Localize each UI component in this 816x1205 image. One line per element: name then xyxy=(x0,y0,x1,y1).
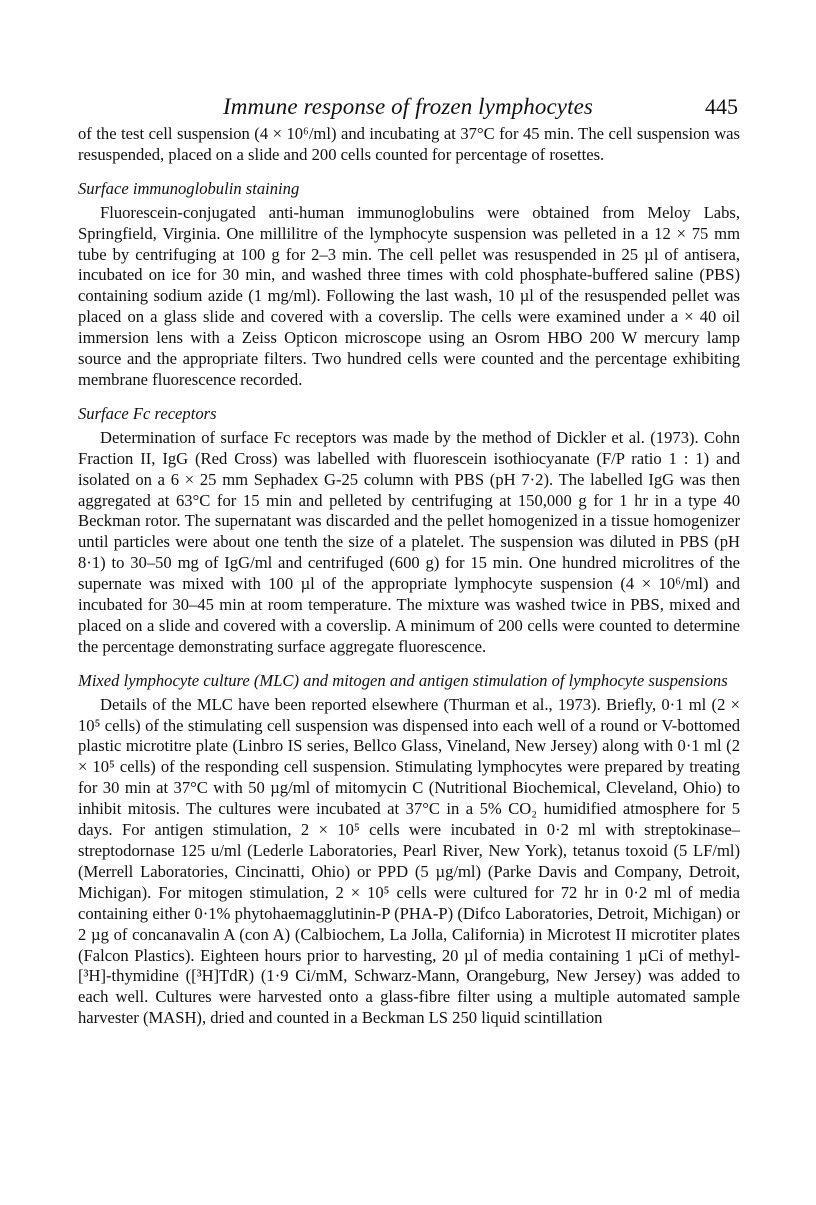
article-body xyxy=(78,124,740,1029)
running-title: Immune response of frozen lymphocytes xyxy=(223,94,593,119)
section-heading-mlc: Mixed lymphocyte culture (MLC) and mitogen and antigen stimulation of lymphocyte suspensions xyxy=(78,670,728,690)
section-heading-fc-receptors: Surface Fc receptors xyxy=(78,403,217,423)
paragraph-surface-immunoglobulin: Fluorescein-conjugated anti-human immunoglobulins were obtained from Meloy Labs, Springfield, Virginia. One millilitre of the lymphocyte suspension was pelleted in a 12 × 75 mm tube by centrifuging at 100 g for 2–3 min. The cell pellet was resuspended in 25 µl of antisera, incubated on ice for 30 min, and washed three times with cold phosphate-buffered saline (PBS) containing sodium azide (1 mg/ml). Following the last wash, 10 µl of the resuspended pellet was placed on a glass slide and covered with a coverslip. The cells were examined under a × 40 oil immersion lens with a Zeiss Opticon microscope using an Osrom HBO 200 W mercury lamp source and the appropriate filters. Two hundred cells were counted and the percentage exhibiting membrane fluorescence recorded. xyxy=(78,202,740,389)
page-number: 445 xyxy=(705,94,738,119)
section-heading-surface-immunoglobulin: Surface immunoglobulin staining xyxy=(78,178,300,198)
paragraph-mlc: Details of the MLC have been reported elsewhere (Thurman et al., 1973). Briefly, 0·1 ml (2 × 10⁵ cells) of the stimulating cell suspension was dispensed into each well of a round or V-bottomed plastic microtitre plate (Linbro IS series, Bellco Glass, Vineland, New Jersey) along with 0·1 ml (2 × 10⁵ cells) of the responding cell suspension. Stimulating lymphocytes were prepared by treating for 30 min at 37°C with 50 µg/ml of mitomycin C (Nutritional Biochemical, Cleveland, Ohio) to inhibit mitosis. The cultures were incubated at 37°C in a 5% CO₂ humidified atmosphere for 5 days. For antigen stimulation, 2 × 10⁵ cells were incubated in 0·2 ml with streptokinase–streptodornase 125 u/ml (Lederle Laboratories, Pearl River, New York), tetanus toxoid (5 LF/ml) (Merrell Laboratories, Cincinatti, Ohio) or PPD (5 µg/ml) (Parke Davis and Company, Detroit, Michigan). For mitogen stimulation, 2 × 10⁵ cells were cultured for 72 hr in 0·2 ml of media containing either 0·1% phytohaemagglutinin-P (PHA-P) (Difco Laboratories, Detroit, Michigan) or 2 µg of concanavalin A (con A) (Calbiochem, La Jolla, California) in Microtest II microtiter plates (Falcon Plastics). Eighteen hours prior to harvesting, 20 µl of media containing 1 µCi of methyl-[³H]-thymidine ([³H]TdR) (1·9 Ci/mM, Schwarz-Mann, Orangeburg, New Jersey) was added to each well. Cultures were harvested onto a glass-fibre filter using a multiple automated sample harvester (MASH), dried and counted in a Beckman LS 250 liquid scintillation xyxy=(78,694,740,1028)
paragraph-rosette-continuation: of the test cell suspension (4 × 10⁶/ml) and incubating at 37°C for 45 min. The cell suspension was resuspended, placed on a slide and 200 cells counted for percentage of rosettes. xyxy=(78,124,740,164)
page-header xyxy=(78,90,738,124)
paragraph-fc-receptors: Determination of surface Fc receptors was made by the method of Dickler et al. (1973). Cohn Fraction II, IgG (Red Cross) was labelled with fluorescein isothiocyanate (F/P ratio 1 : 1) and isolated on a 6 × 25 mm Sephadex G-25 column with PBS (pH 7·2). The labelled IgG was then aggregated at 63°C for 15 min and pelleted by centrifuging at 150,000 g for 1 hr in a type 40 Beckman rotor. The supernatant was discarded and the pellet homogenized in a tissue homogenizer until particles were about one tenth the size of a platelet. The suspension was diluted in PBS (pH 8·1) to 30–50 mg of IgG/ml and centrifuged (600 g) for 15 min. One hundred microlitres of the supernate was mixed with 100 µl of the appropriate lymphocyte suspension (4 × 10⁶/ml) and incubated for 30–45 min at room temperature. The mixture was washed twice in PBS, mixed and placed on a slide and covered with a coverslip. A minimum of 200 cells were counted to determine the percentage demonstrating surface aggregate fluorescence. xyxy=(78,427,740,656)
